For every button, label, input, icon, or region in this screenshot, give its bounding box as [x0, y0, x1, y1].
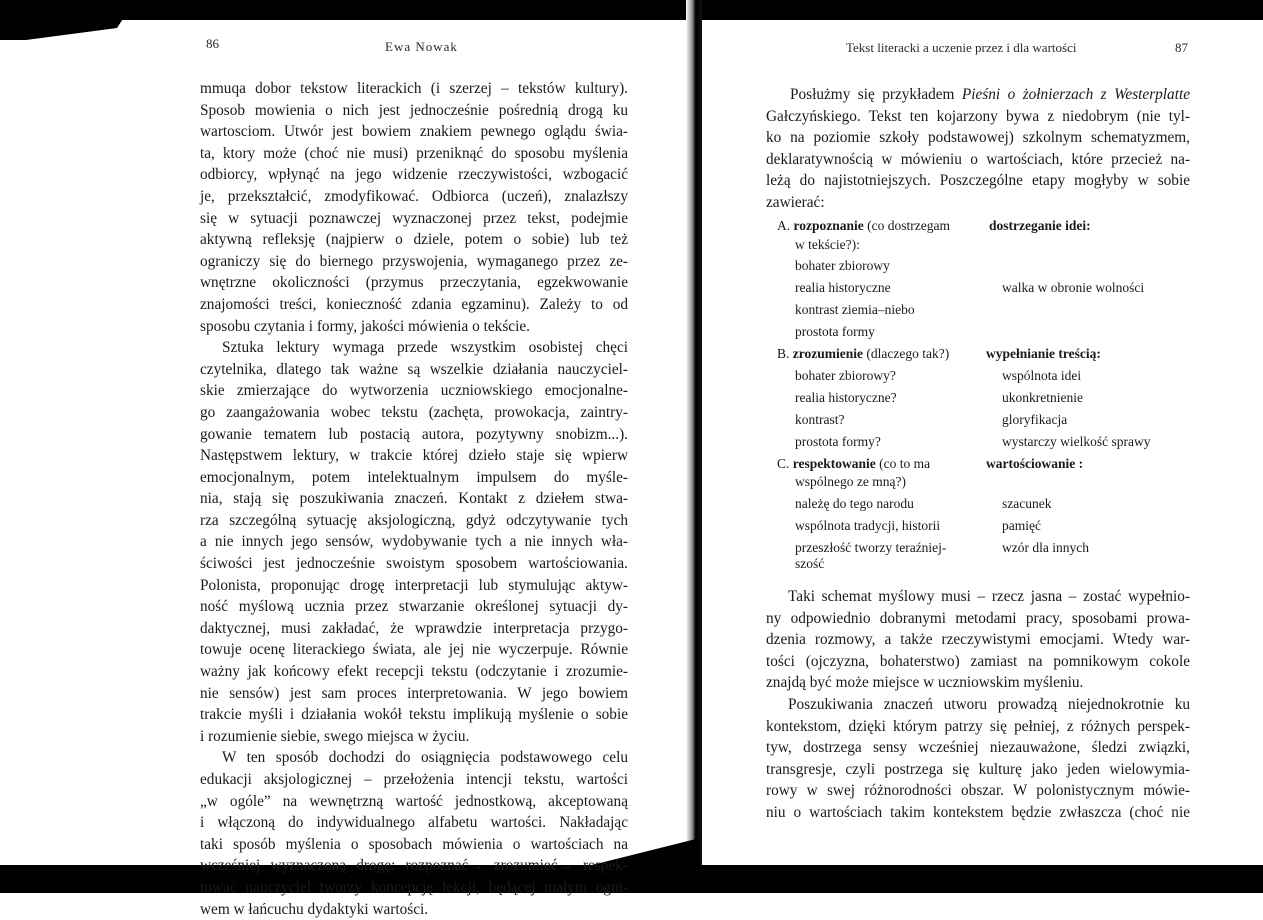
- text-line: i rozumienie siebie, swego miejsca w życiu.: [200, 727, 470, 745]
- text-line: rowy w swej różnorodności obszar. W polonistycznym mówie-: [766, 782, 1190, 800]
- text-line: ograniczy się do biernego przyswojenia, wymaganego przez ze-: [200, 252, 628, 270]
- text-line: wartosciom. Utwór jest bowiem znakiem pewnego oglądu świa-: [200, 123, 628, 141]
- text-line: tości (ojczyzna, bohaterstwo) zamiast na pomnikowym cokole: [766, 652, 1190, 670]
- text-line: nie sensów) jest sam proces interpretowania. W jego bowiem: [200, 684, 628, 702]
- text-line: wnętrzne okoliczności (przymus przeczytania, egzekwowanie: [200, 274, 628, 292]
- left-page-number: 86: [206, 36, 219, 51]
- text-line: go zaangażowania wobec tekstu (zachęta, prowokacja, zaintry-: [200, 403, 628, 421]
- text-line: towuje ocenę literackiego świata, ale jej nie wyczerpuje. Równie: [200, 641, 628, 659]
- text-line: ważny jak końcowy efekt recepcji tekstu (odczytanie i zrozumie-: [200, 663, 628, 681]
- intro-line: Gałczyńskiego. Tekst ten kojarzony bywa z niedobrym (nie tyl-: [766, 107, 1190, 125]
- stage-c-right-item: wzór dla innych: [1002, 540, 1089, 555]
- text-line: daktycznej, musi zakładać, że wprawdzie interpretacja przygo-: [200, 619, 628, 637]
- left-body-text: [200, 78, 628, 920]
- text-line: W ten sposób dochodzi do osiągnięcia podstawowego celu: [222, 749, 628, 767]
- stage-b-item: prostota formy?: [795, 434, 881, 449]
- text-line: ny odpowiednio dobranymi metodami pracy, sposobami prowa-: [766, 609, 1190, 627]
- book-gutter: [686, 0, 702, 893]
- stage-c-item: szość: [795, 556, 825, 571]
- text-line: się w sytuacji poznawczej wyznaczonej przez tekst, podejmie: [200, 209, 628, 227]
- text-line: taki sposób myślenia o sposobach mówienia o wartościach na: [200, 835, 628, 853]
- text-line: dzenia rozmowy, a także rzeczywistymi emocjami. Wtedy war-: [766, 631, 1190, 649]
- intro-line-1: Posłużmy się przykładem Pieśni o żołnierzach z Westerplatte: [790, 86, 1190, 103]
- stage-a-right-heading: dostrzeganie idei:: [989, 218, 1091, 233]
- text-line: odbiorcy, wpłynąć na jego widzenie rzeczywistości, wzbogacić: [200, 166, 628, 184]
- text-line: Sztuka lektury wymaga przede wszystkim osobistej chęci: [222, 339, 628, 357]
- text-line: i włączoną do indywidualnego alfabetu wartości. Nakładając: [200, 814, 628, 832]
- stage-c-item: należę do tego narodu: [795, 496, 914, 511]
- text-line: znajomości treści, konieczność zdania egzaminu). Zależy to od: [200, 295, 628, 313]
- stage-c-desc: wspólnego ze mną?): [795, 474, 906, 489]
- stage-a-item: kontrast ziemia–niebo: [795, 302, 915, 317]
- text-line: trakcie myśli i działania wokół tekstu implikują myślenie o sobie: [200, 706, 628, 724]
- stage-b-item: bohater zbiorowy?: [795, 368, 896, 383]
- stage-c-item: wspólnota tradycji, historii: [795, 518, 941, 533]
- stage-a-item: prostota formy: [795, 324, 875, 339]
- stage-c-heading: C. respektowanie (co to ma: [777, 456, 931, 471]
- text-line: znajdą być może miejsce w uczniowskim myśleniu.: [766, 674, 1084, 692]
- stage-b-right-heading: wypełnianie treścią:: [986, 346, 1101, 361]
- text-line: Sposob mowienia o nich jest jednocześnie pośrednią drogą ku: [200, 101, 628, 119]
- stage-c-right-item: pamięć: [1002, 518, 1041, 533]
- text-line: niu o wartościach takim kontekstem będzie zwłaszcza (choć nie: [766, 803, 1190, 821]
- text-line: ściwości jest jednocześnie swoistym sposobem wartościowania.: [200, 555, 628, 573]
- stage-a-item: realia historyczne: [795, 280, 891, 295]
- text-line: skie zmierzające do wytworzenia uczniowskiego emocjonalne-: [200, 382, 628, 400]
- text-line: Następstwem lektury, w trakcie której dzieło staje się wpierw: [200, 447, 628, 465]
- right-closing-text: [766, 586, 1190, 824]
- text-line: kontekstom, dzięki którym patrzy się pełniej, z różnych perspek-: [766, 717, 1190, 735]
- intro-line: ko na poziomie szkoły podstawowej) szkolnym schematyzmem,: [766, 129, 1190, 147]
- text-line: tyw, dostrzega sensy wcześniej niezauważone, śledzi związki,: [766, 739, 1190, 757]
- text-line: edukacji aksjologicznej – przełożenia intencji tekstu, wartości: [200, 771, 628, 788]
- text-line: ta, ktory może (choć nie musi) przeniknąć do sposobu myślenia: [200, 144, 628, 162]
- stage-b-right-item: wspólnota idei: [1002, 368, 1082, 383]
- scan-shadow-top: [0, 0, 1263, 20]
- poem-title: Pieśni o żołnierzach z Westerplatte: [961, 86, 1190, 103]
- text-line: aktywną refleksję (najpierw o dziele, potem o sobie) lub też: [200, 231, 628, 249]
- stage-c-right-item: szacunek: [1002, 496, 1052, 511]
- text-line: wem w łańcuchu dydaktyki wartości.: [200, 900, 429, 918]
- intro-line: deklaratywnością w mówieniu o wartościach, które przecież na-: [766, 150, 1190, 168]
- text-line: nia, stają się poszukiwania znaczeń. Kontakt z dziełem stwa-: [200, 490, 628, 508]
- stage-b-right-item: ukonkretnienie: [1002, 390, 1083, 405]
- text-line: tować nauczyciel tworzy koncepcję lekcji, będącej małym ogni-: [200, 878, 628, 896]
- stage-c-item: przeszłość tworzy teraźniej-: [795, 540, 947, 555]
- text-line: Taki schemat myślowy musi – rzecz jasna – zostać wypełnio-: [788, 588, 1190, 605]
- stage-a-item: bohater zbiorowy: [795, 258, 890, 273]
- left-running-head: Ewa Nowak: [385, 39, 458, 54]
- text-line: mmuqa dobor tekstow literackich (i szerzej – tekstów kultury).: [200, 80, 628, 97]
- text-line: a nie innych jego sensów, wydobywanie tych a nie innych wła-: [200, 533, 628, 551]
- intro-line: zawierać:: [766, 193, 825, 211]
- text-line: transgresje, czyli postrzega się kulturę jako jeden wielowymia-: [766, 760, 1190, 778]
- text-line: czytelnika, dlatego tak ważne są wszelkie działania nauczyciel-: [200, 360, 628, 378]
- text-line: rza szczególną sytuację aksjologiczną, gdyż odczytywanie tych: [200, 511, 628, 529]
- stage-b-item: kontrast?: [795, 412, 845, 427]
- stage-a-right-item: walka w obronie wolności: [1002, 280, 1145, 295]
- text-line: ność myślową ucznia przez stwarzanie określonej sytuacji dy-: [200, 598, 628, 616]
- text-line: gowanie tematem lub postacią autora, pozytywny snobizm...).: [200, 425, 628, 443]
- stage-b-right-item: wystarczy wielkość sprawy: [1002, 434, 1151, 449]
- right-running-head: Tekst literacki a uczenie przez i dla wartości: [846, 40, 1077, 55]
- text-line: Poszukiwania znaczeń utworu prowadzą niejednokrotnie ku: [788, 695, 1190, 713]
- stage-c-right-heading: wartościowanie :: [986, 456, 1084, 471]
- intro-line: leżą do najistotniejszych. Poszczególne etapy mogłyby w sobie: [766, 172, 1190, 190]
- text-line: wcześniej wyznaczoną drogę: rozpoznać→ zrozumieć→ respek-: [200, 857, 628, 875]
- stage-b-heading: B. zrozumienie (dlaczego tak?): [777, 346, 950, 361]
- right-intro: [766, 84, 1190, 214]
- text-line: je, przekształcić, zmodyfikować. Odbiorca (uczeń), znalazłszy: [200, 187, 628, 205]
- text-line: sposobu czytania i formy, jakości mówienia o tekście.: [200, 317, 530, 335]
- text-line: „w ogóle” na wewnętrzną wartość jednostkową, akceptowaną: [200, 792, 628, 810]
- stage-b-item: realia historyczne?: [795, 390, 897, 405]
- text-line: emocjonalnym, potem intelektualnym impulsem do myśle-: [200, 468, 628, 486]
- text-line: Polonista, proponując drogę interpretacji lub stymulując aktyw-: [200, 576, 628, 594]
- stage-b-right-item: gloryfikacja: [1002, 412, 1068, 427]
- stage-a-heading: A. rozpoznanie (co dostrzegam: [777, 218, 950, 233]
- stage-a-desc: w tekście?):: [795, 237, 860, 252]
- right-page-number: 87: [1175, 40, 1188, 55]
